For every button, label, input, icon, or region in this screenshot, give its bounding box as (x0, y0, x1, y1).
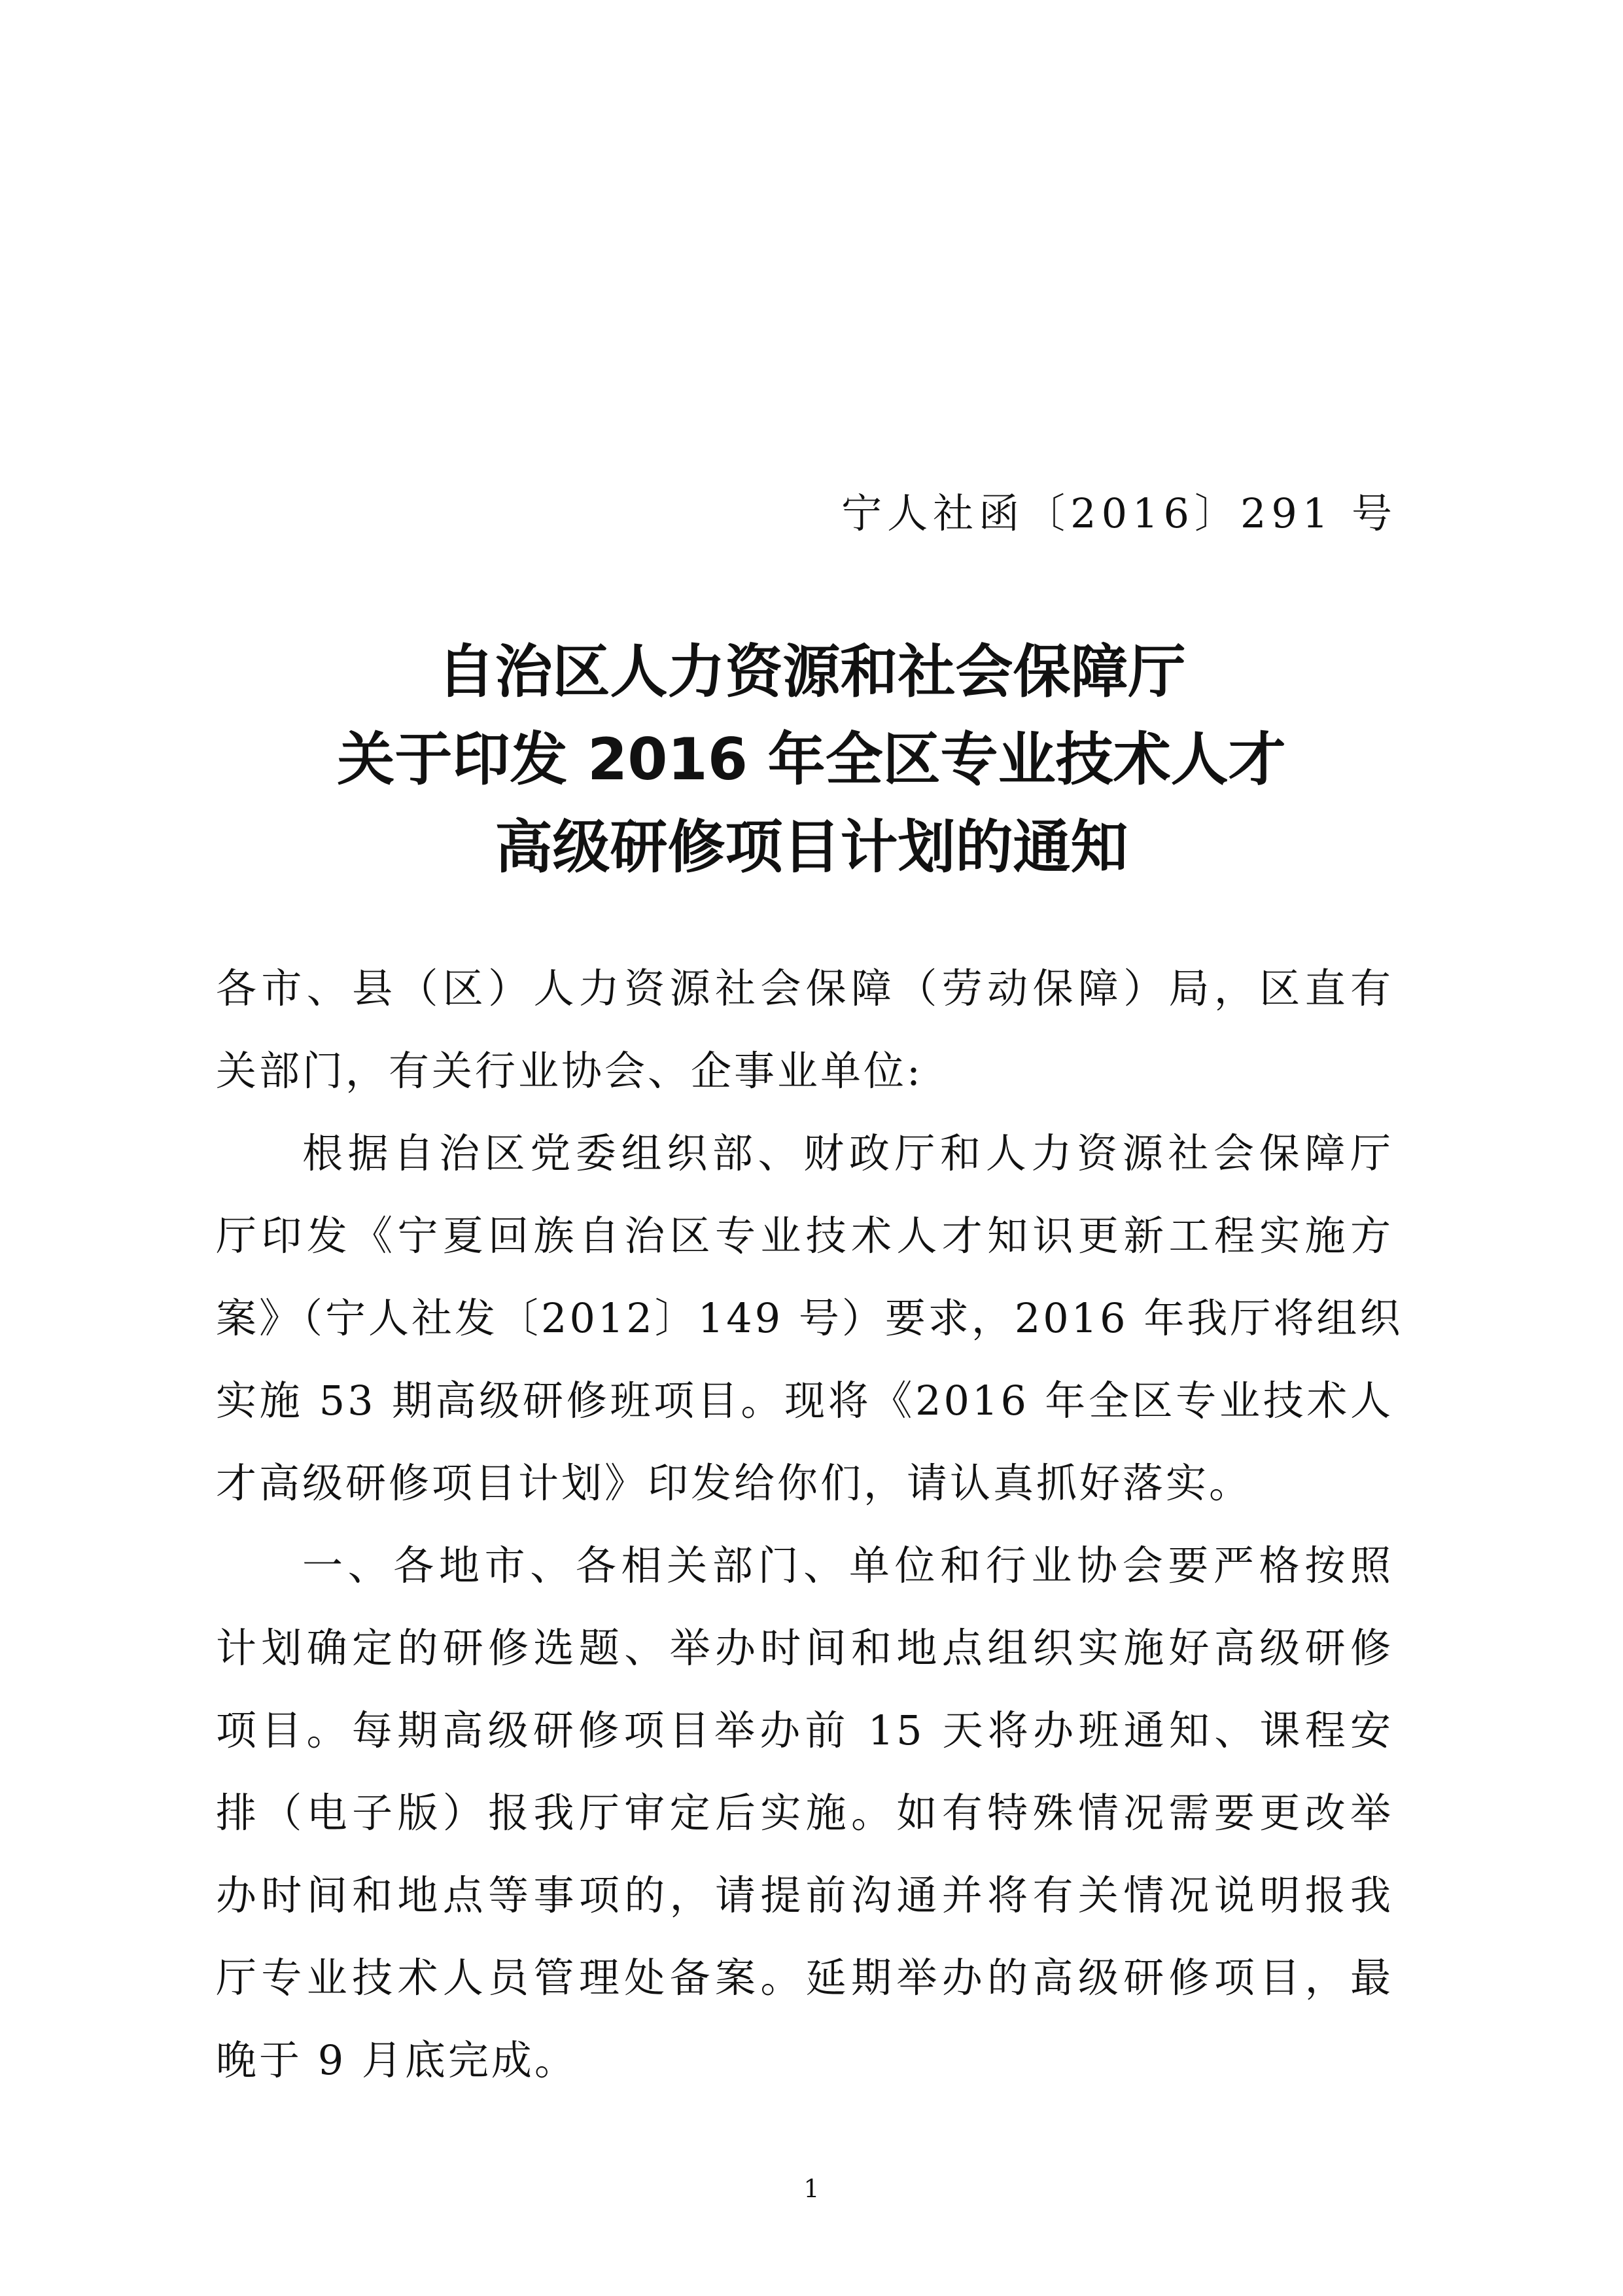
document-body (216, 947, 1403, 2102)
paragraph-line: 实施 53 期高级研修班项目。现将《2016 年全区专业技术人 (216, 1377, 1393, 1424)
paragraph-line: 厅印发《宁夏回族自治区专业技术人才知识更新工程实施方 (216, 1212, 1393, 1260)
paragraph-line: 一、各地市、各相关部门、单位和行业协会要严格按照 (302, 1542, 1393, 1589)
paragraph-line: 排（电子版）报我厅审定后实施。如有特殊情况需要更改举 (216, 1789, 1393, 1837)
paragraph-line: 根据自治区党委组织部、财政厅和人力资源社会保障厅 (302, 1129, 1393, 1177)
addressee-line: 关部门，有关行业协会、企事业单位: (216, 1047, 923, 1095)
page-number: 1 (803, 2174, 820, 2203)
paragraph-line: 项目。每期高级研修项目举办前 15 天将办班通知、课程安 (216, 1706, 1393, 1754)
title-line: 关于印发 2016 年全区专业技术人才 (337, 726, 1286, 793)
addressee-line: 各市、县（区）人力资源社会保障（劳动保障）局，区直有 (216, 964, 1393, 1012)
paragraph-line: 晚于 9 月底完成。 (216, 2036, 578, 2084)
paragraph-line: 办时间和地点等事项的，请提前沟通并将有关情况说明报我 (216, 1871, 1393, 1919)
title-line: 自治区人力资源和社会保障厅 (437, 638, 1186, 705)
document-title (0, 628, 1623, 891)
paragraph-line: 案》（宁人社发〔2012〕149 号）要求，2016 年我厅将组织 (216, 1294, 1403, 1342)
document-number: 宁人社函〔2016〕291 号 (841, 489, 1397, 537)
paragraph-line: 才高级研修项目计划》印发给你们，请认真抓好落实。 (216, 1459, 1253, 1507)
paragraph-line: 厅专业技术人员管理处备案。延期举办的高级研修项目，最 (216, 1954, 1393, 2002)
paragraph-line: 计划确定的研修选题、举办时间和地点组织实施好高级研修 (216, 1624, 1393, 1672)
title-line: 高级研修项目计划的通知 (495, 813, 1128, 881)
